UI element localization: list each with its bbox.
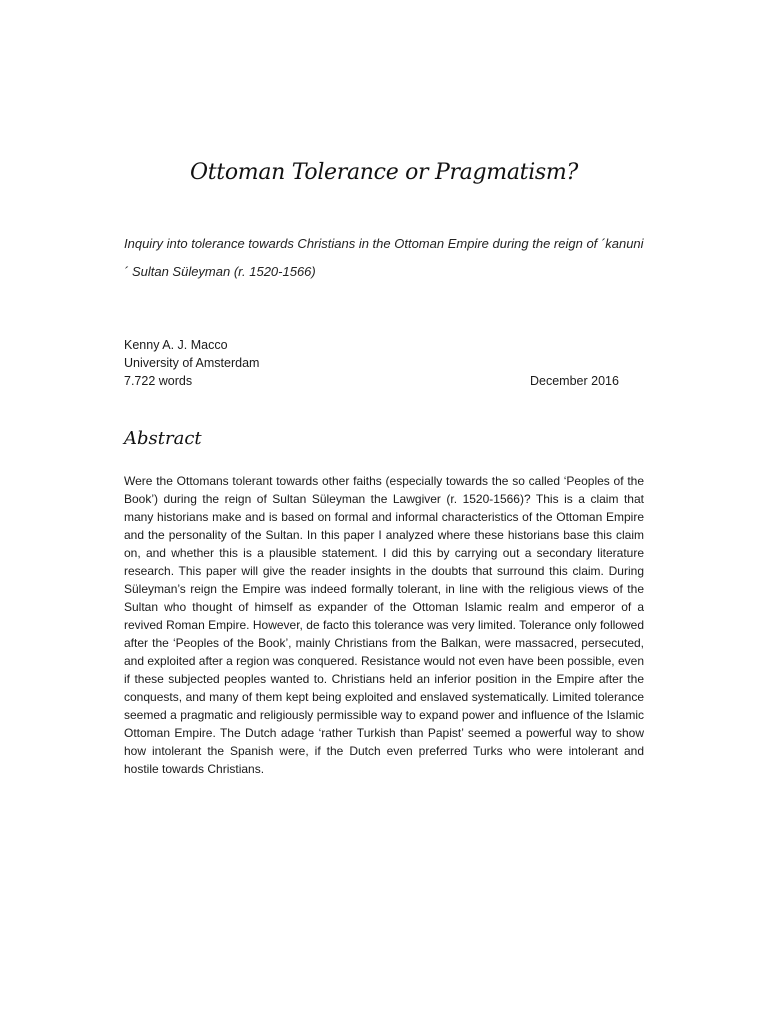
abstract-heading: Abstract [124, 428, 202, 449]
author-name: Kenny A. J. Macco [124, 338, 228, 352]
document-subtitle: Inquiry into tolerance towards Christians in the Ottoman Empire during the reign of ´kanuni´ Sultan Süleyman (r. 1520-1566) [124, 236, 644, 279]
word-count: 7.722 words [124, 374, 193, 388]
document-date: December 2016 [530, 374, 619, 388]
institution-name: University of Amsterdam [124, 356, 260, 370]
abstract-text: Were the Ottomans tolerant towards other faiths (especially towards the so called ‘Peoples of the Book’) during the reign of Sultan Süleyman the Lawgiver (r. 1520-1566)? This is a claim that many historians make and is based on formal and informal characteristics of the Ottoman Empire and the personality of the Sultan. In this paper I analyzed where these historians base this claim on, and whether this is a plausible statement. I did this by carrying out a secondary literature research. This paper will give the reader insights in the doubts that surround this claim. During Süleyman’s reign the Empire was indeed formally tolerant, in line with the religious views of the Sultan who thought of himself as expander of the Ottoman Islamic realm and emperor of a revived Roman Empire. However, de facto this tolerance was very limited. Tolerance only followed after the ‘Peoples of the Book’, mainly Christians from the Balkan, were massacred, persecuted, and exploited after a region was conquered. Resistance would not even have been possible, even if these subjected peoples wanted to. Christians held an inferior position in the Empire after the conquests, and many of them kept being exploited and enslaved systematically. Limited tolerance seemed a pragmatic and religiously permissible way to expand power and influence of the Islamic Ottoman Empire. The Dutch adage ‘rather Turkish than Papist’ seemed a powerful way to show how intolerant the Spanish were, if the Dutch even preferred Turks who were intolerant and hostile towards Christians. [124, 474, 644, 776]
document-title: Ottoman Tolerance or Pragmatism? [190, 160, 578, 185]
